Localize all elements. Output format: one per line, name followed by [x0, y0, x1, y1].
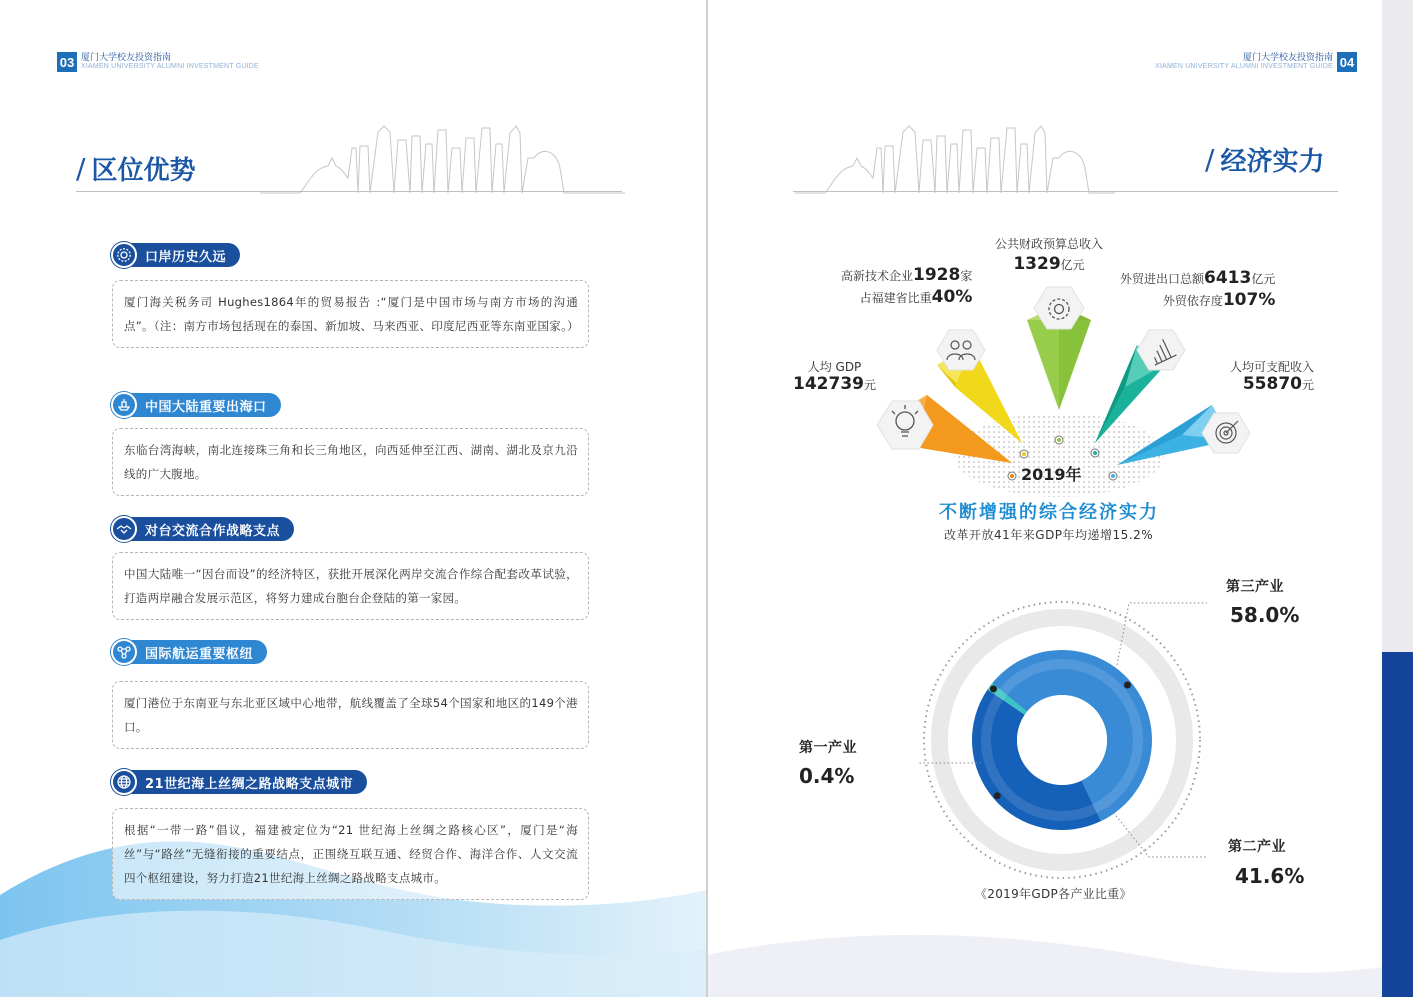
- page-number: 03: [57, 52, 77, 72]
- fiscal-value: 1329: [1013, 254, 1061, 275]
- advantage-description: 厦门港位于东南亚与东北亚区域中心地带，航线覆盖了全球54个国家和地区的149个港口。: [112, 681, 589, 749]
- advantage-item: [112, 770, 589, 900]
- industry-name: 第一产业: [799, 740, 857, 756]
- gdp-value: 142739: [793, 374, 864, 395]
- advantage-label: 中国大陆重要出海口: [145, 399, 267, 415]
- indicator-trade: 外贸进出口总额6413亿元 外贸依存度107%: [1120, 268, 1276, 311]
- indicator-fiscal: 公共财政预算总收入 1329亿元: [995, 237, 1104, 275]
- indicator-income: 人均可支配收入 55870元: [1230, 360, 1315, 395]
- title-slash: /: [1205, 143, 1215, 176]
- industry-share: 0.4%: [799, 764, 855, 788]
- skyline-illustration: [795, 118, 1115, 198]
- guide-title-en: XIAMEN UNIVERSITY ALUMNI INVESTMENT GUIDE: [81, 63, 259, 71]
- economy-headline: 不断增强的综合经济实力: [939, 502, 1159, 523]
- network-icon: [111, 639, 137, 665]
- page-gutter: [706, 0, 708, 997]
- industry-name: 第三产业: [1226, 579, 1284, 595]
- page-header-left: [57, 52, 259, 72]
- advantage-item: [112, 517, 589, 620]
- ship-icon: [111, 392, 137, 418]
- slice-marker-dot: [1124, 682, 1131, 689]
- income-value: 55870: [1242, 374, 1302, 395]
- title-rule: [793, 191, 1338, 192]
- guide-title-cn: 厦门大学校友投资指南: [81, 52, 172, 63]
- chart-caption: 《2019年GDP各产业比重》: [975, 887, 1132, 901]
- slice-marker-dot: [990, 685, 997, 692]
- right-page: [707, 0, 1413, 997]
- gear-badge-icon: [111, 242, 137, 268]
- handshake-icon: [111, 516, 137, 542]
- advantage-pill: [112, 243, 240, 267]
- slice-marker-dot: [994, 792, 1001, 799]
- section-title-location: / 区位优势: [76, 152, 196, 186]
- advantage-label: 21世纪海上丝绸之路战略支点城市: [145, 776, 354, 792]
- economy-subline: 改革开放41年来GDP年均递增15.2%: [944, 528, 1154, 542]
- advantage-item: [112, 393, 589, 496]
- section-title-economy: / 经济实力: [1205, 143, 1325, 177]
- advantage-description: 根据“一带一路”倡议，福建被定位为“21 世纪海上丝绸之路核心区”，厦门是“海丝”与“路丝”无缝衔接的重要结点，正围绕互联互通、经贸合作、海洋合作、人文交流四个枢纽建设，努力打造21世纪海上丝绸之路战略支点城市。: [112, 808, 589, 900]
- industry-share: 41.6%: [1235, 864, 1305, 888]
- guide-title-en: XIAMEN UNIVERSITY ALUMNI INVESTMENT GUIDE: [1155, 63, 1333, 71]
- advantage-pill: [112, 640, 267, 664]
- guide-title-cn: 厦门大学校友投资指南: [1242, 52, 1333, 63]
- hitech-value: 1928: [913, 265, 961, 285]
- industry-name: 第二产业: [1228, 839, 1286, 855]
- industry-share: 58.0%: [1230, 603, 1300, 627]
- advantage-pill: [112, 393, 281, 417]
- title-slash: /: [76, 152, 86, 185]
- skyline-illustration: [260, 118, 625, 198]
- advantage-description: 中国大陆唯一“因台而设”的经济特区，获批开展深化两岸交流合作综合配套改革试验，打造两岸融合发展示范区，将努力建成台胞台企登陆的第一家园。: [112, 552, 589, 620]
- donut-hole: [1017, 695, 1107, 785]
- advantage-label: 口岸历史久远: [145, 249, 227, 265]
- page-header-right: [1155, 52, 1357, 72]
- indicator-hitech: 高新技术企业1928家 占福建省比重40%: [841, 265, 973, 308]
- hitech-share-value: 40%: [931, 287, 973, 308]
- advantage-item: [112, 243, 589, 348]
- title-rule: [76, 191, 622, 192]
- page-number: 04: [1337, 52, 1357, 72]
- advantage-label: 国际航运重要枢纽: [145, 646, 254, 662]
- trade-dependence-value: 107%: [1222, 290, 1276, 311]
- trade-value: 6413: [1204, 268, 1252, 288]
- advantage-pill: [112, 770, 367, 794]
- advantage-item: [112, 640, 589, 749]
- year-label: 2019年: [1021, 465, 1082, 484]
- advantage-description: 厦门海关税务司 Hughes1864年的贸易报告 :“厦门是中国市场与南方市场的沟通点”。（注：南方市场包括现在的泰国、新加坡、马来西亚、印度尼西亚等东南亚国家。）: [112, 280, 589, 348]
- advantage-description: 东临台湾海峡，南北连接珠三角和长三角地区，向西延伸至江西、湖南、湖北及京九沿线的广大腹地。: [112, 428, 589, 496]
- indicator-gdp: 人均 GDP 142739元: [793, 360, 876, 395]
- globe-icon: [111, 769, 137, 795]
- advantage-pill: [112, 517, 294, 541]
- page-edge-strip: [1382, 0, 1413, 997]
- advantage-label: 对台交流合作战略支点: [145, 523, 281, 539]
- gdp-industry-donut-chart: [917, 595, 1207, 885]
